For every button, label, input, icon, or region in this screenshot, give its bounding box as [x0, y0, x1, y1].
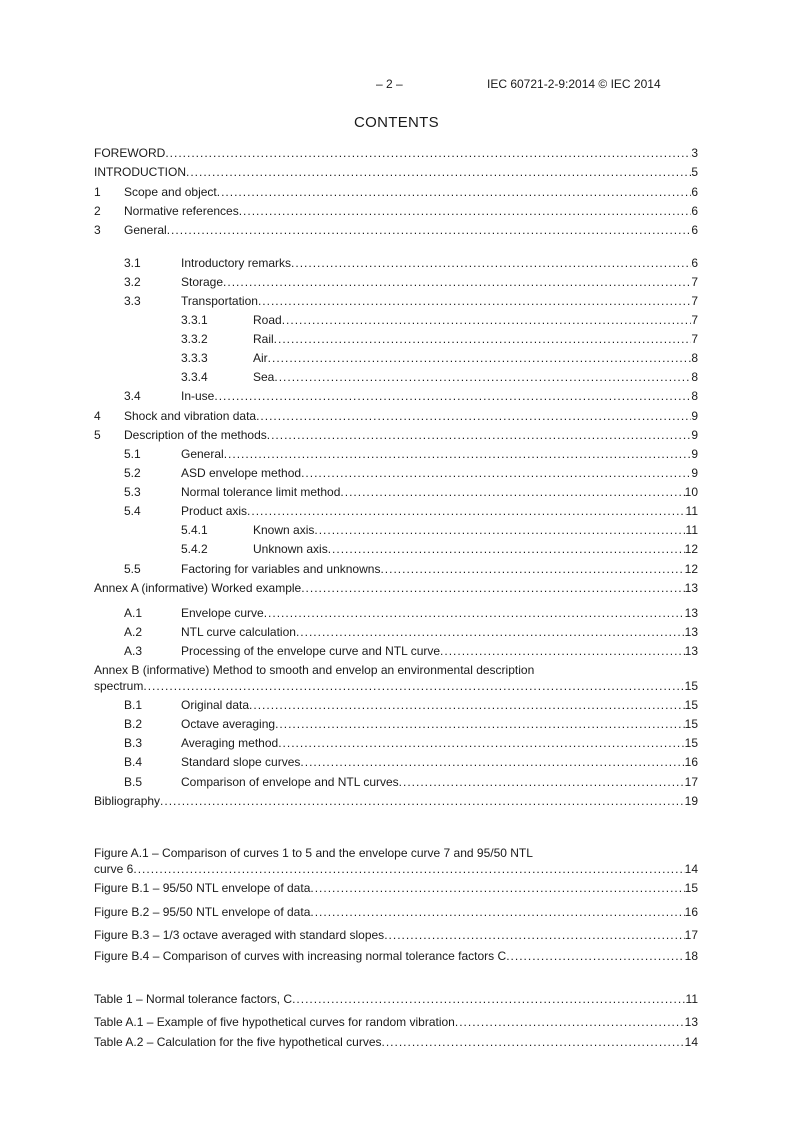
toc-title-line1: Annex B (informative) Method to smooth and envelop an environmental description: [94, 663, 535, 677]
toc-entry[interactable]: [94, 331, 698, 347]
toc-page-number: 9: [691, 447, 698, 461]
dot-leader: [256, 408, 691, 424]
figure-page-number: 16: [684, 905, 698, 919]
dot-leader: [258, 293, 691, 309]
toc-number: B.1: [124, 698, 143, 712]
dot-leader: [160, 793, 685, 809]
toc-title: Averaging method: [181, 736, 279, 750]
toc-title: INTRODUCTION: [94, 165, 186, 179]
toc-title: Product axis: [181, 504, 248, 518]
figure-title: Figure B.3 – 1/3 octave averaged with standard slopes: [94, 928, 385, 942]
toc-entry[interactable]: [94, 662, 698, 694]
dot-leader: [292, 991, 685, 1007]
table-entry[interactable]: [94, 1014, 698, 1030]
toc-page-number: 8: [691, 389, 698, 403]
toc-entry[interactable]: [94, 312, 698, 328]
dot-leader: [384, 927, 684, 943]
toc-title: Sea: [253, 370, 275, 384]
dot-leader: [223, 274, 691, 290]
toc-entry[interactable]: [94, 164, 698, 180]
dot-leader: [328, 541, 685, 557]
toc-entry[interactable]: [94, 793, 698, 809]
toc-page-number: 15: [684, 679, 698, 693]
toc-title: Original data: [181, 698, 250, 712]
toc-title: Standard slope curves: [181, 755, 301, 769]
toc-number: 5: [94, 428, 101, 442]
toc-title: Scope and object: [124, 185, 217, 199]
toc-number: 3.3.2: [181, 332, 208, 346]
toc-page-number: 12: [684, 562, 698, 576]
toc-title: Processing of the envelope curve and NTL curve: [181, 644, 441, 658]
table-entry[interactable]: [94, 991, 698, 1007]
table-title: Table A.2 – Calculation for the five hypothetical curves: [94, 1035, 382, 1049]
toc-title: NTL curve calculation: [181, 625, 296, 639]
toc-entry[interactable]: [94, 427, 698, 443]
toc-number: 5.3: [124, 485, 141, 499]
toc-page-number: 17: [684, 775, 698, 789]
toc-page-number: 5: [691, 165, 698, 179]
toc-entry[interactable]: [94, 774, 698, 790]
dot-leader: [506, 948, 684, 964]
toc-page-number: 6: [691, 223, 698, 237]
toc-page-number: 6: [691, 256, 698, 270]
table-title: Table A.1 – Example of five hypothetical curves for random vibration: [94, 1015, 455, 1029]
dot-leader: [239, 203, 692, 219]
toc-number: 5.1: [124, 447, 141, 461]
toc-entry[interactable]: [94, 408, 698, 424]
toc-number: 5.4: [124, 504, 141, 518]
toc-page-number: 7: [691, 313, 698, 327]
figure-entry[interactable]: [94, 880, 698, 896]
toc-title: Normative references: [124, 204, 239, 218]
toc-page-number: 15: [684, 736, 698, 750]
toc-entry[interactable]: [94, 754, 698, 770]
toc-page-number: 11: [685, 504, 698, 518]
table-page-number: 13: [684, 1015, 698, 1029]
toc-title: Bibliography: [94, 794, 161, 808]
figure-entry[interactable]: [94, 845, 698, 877]
toc-title: Annex A (informative) Worked example: [94, 581, 302, 595]
table-page-number: 11: [685, 992, 698, 1006]
toc-entry[interactable]: [94, 388, 698, 404]
toc-title: ASD envelope method: [181, 466, 302, 480]
toc-entry[interactable]: [94, 255, 698, 271]
toc-number: 3.3: [124, 294, 141, 308]
toc-page-number: 15: [684, 698, 698, 712]
dot-leader: [314, 522, 685, 538]
dot-leader: [382, 1034, 685, 1050]
toc-number: 3.3.1: [181, 313, 208, 327]
dot-leader: [217, 184, 692, 200]
dot-leader: [247, 503, 686, 519]
contents-title: CONTENTS: [354, 114, 439, 131]
figure-entry[interactable]: [94, 948, 698, 964]
toc-page-number: 10: [684, 485, 698, 499]
dot-leader: [264, 605, 685, 621]
toc-number: 3: [94, 223, 101, 237]
toc-entry[interactable]: [94, 561, 698, 577]
toc-number: B.4: [124, 755, 143, 769]
toc-page-number: 15: [684, 717, 698, 731]
toc-title: Storage: [181, 275, 224, 289]
toc-page-number: 9: [691, 466, 698, 480]
toc-number: 3.1: [124, 256, 141, 270]
toc-entry[interactable]: [94, 580, 698, 596]
toc-page-number: 7: [691, 332, 698, 346]
figure-page-number: 15: [684, 881, 698, 895]
toc-title: Normal tolerance limit method: [181, 485, 341, 499]
dot-leader: [268, 350, 692, 366]
figure-title: curve 6: [94, 862, 134, 876]
toc-number: 5.2: [124, 466, 141, 480]
toc-entry[interactable]: [94, 643, 698, 659]
toc-page-number: 13: [684, 644, 698, 658]
toc-title: Introductory remarks: [181, 256, 292, 270]
toc-page-number: 3: [691, 146, 698, 160]
dot-leader: [310, 904, 684, 920]
dot-leader: [133, 861, 684, 877]
toc-number: B.5: [124, 775, 143, 789]
toc-title: Envelope curve: [181, 606, 264, 620]
toc-title: Transportation: [181, 294, 258, 308]
toc-entry[interactable]: [94, 503, 698, 519]
dot-leader: [249, 697, 685, 713]
toc-page-number: 6: [691, 204, 698, 218]
toc-number: A.1: [124, 606, 143, 620]
dot-leader: [399, 774, 685, 790]
toc-entry[interactable]: [94, 465, 698, 481]
toc-number: 3.4: [124, 389, 141, 403]
dot-leader: [440, 643, 685, 659]
dot-leader: [186, 164, 691, 180]
toc-number: A.2: [124, 625, 143, 639]
figure-page-number: 17: [684, 928, 698, 942]
toc-page-number: 12: [684, 542, 698, 556]
toc-page-number: 6: [691, 185, 698, 199]
dot-leader: [274, 369, 691, 385]
toc-page-number: 7: [691, 294, 698, 308]
figure-page-number: 14: [684, 862, 698, 876]
dot-leader: [275, 716, 685, 732]
toc-entry[interactable]: [94, 184, 698, 200]
toc-entry[interactable]: [94, 735, 698, 751]
figure-entry[interactable]: [94, 904, 698, 920]
dot-leader: [300, 754, 684, 770]
toc-entry[interactable]: [94, 446, 698, 462]
figure-title-line1: Figure A.1 – Comparison of curves 1 to 5 and the envelope curve 7 and 95/50 NTL: [94, 846, 533, 860]
table-page-number: 14: [684, 1035, 698, 1049]
toc-entry[interactable]: [94, 541, 698, 557]
toc-entry[interactable]: [94, 697, 698, 713]
toc-title: Known axis: [253, 523, 315, 537]
toc-number: B.3: [124, 736, 143, 750]
figure-title: Figure B.4 – Comparison of curves with increasing normal tolerance factors C: [94, 949, 507, 963]
toc-title: Comparison of envelope and NTL curves: [181, 775, 399, 789]
figure-title: Figure B.2 – 95/50 NTL envelope of data: [94, 905, 311, 919]
toc-entry[interactable]: [94, 145, 698, 161]
figure-page-number: 18: [684, 949, 698, 963]
dot-leader: [301, 465, 691, 481]
toc-title: Rail: [253, 332, 274, 346]
toc-number: B.2: [124, 717, 143, 731]
toc-title: Shock and vibration data: [124, 409, 257, 423]
dot-leader: [214, 388, 691, 404]
toc-number: 3.3.3: [181, 351, 208, 365]
toc-page-number: 9: [691, 409, 698, 423]
toc-title: spectrum: [94, 679, 144, 693]
dot-leader: [291, 255, 691, 271]
standard-reference: IEC 60721-2-9:2014 © IEC 2014: [487, 77, 661, 91]
dot-leader: [380, 561, 684, 577]
toc-number: 4: [94, 409, 101, 423]
table-entry[interactable]: [94, 1034, 698, 1050]
toc-entry[interactable]: [94, 522, 698, 538]
toc-entry[interactable]: [94, 605, 698, 621]
toc-number: 3.3.4: [181, 370, 208, 384]
dot-leader: [274, 331, 692, 347]
toc-page-number: 11: [685, 523, 698, 537]
dot-leader: [455, 1014, 685, 1030]
toc-title: Air: [253, 351, 268, 365]
toc-number: 1: [94, 185, 101, 199]
toc-page-number: 8: [691, 370, 698, 384]
toc-page-number: 8: [691, 351, 698, 365]
toc-page-number: 7: [691, 275, 698, 289]
toc-page-number: 19: [684, 794, 698, 808]
toc-entry[interactable]: [94, 624, 698, 640]
toc-title: Description of the methods: [124, 428, 267, 442]
toc-number: A.3: [124, 644, 143, 658]
toc-entry[interactable]: [94, 350, 698, 366]
toc-title: FOREWORD: [94, 146, 166, 160]
toc-title: Factoring for variables and unknowns: [181, 562, 381, 576]
toc-title: Unknown axis: [253, 542, 328, 556]
toc-page-number: 13: [684, 581, 698, 595]
toc-entry[interactable]: [94, 222, 698, 238]
toc-entry[interactable]: [94, 293, 698, 309]
toc-entry[interactable]: [94, 274, 698, 290]
dot-leader: [296, 624, 685, 640]
toc-page-number: 13: [684, 606, 698, 620]
page-number: – 2 –: [376, 77, 403, 91]
toc-number: 2: [94, 204, 101, 218]
dot-leader: [143, 678, 684, 694]
toc-title: In-use: [181, 389, 215, 403]
dot-leader: [301, 580, 684, 596]
toc-number: 3.2: [124, 275, 141, 289]
figure-entry[interactable]: [94, 927, 698, 943]
toc-entry[interactable]: [94, 203, 698, 219]
dot-leader: [165, 145, 691, 161]
toc-number: 5.5: [124, 562, 141, 576]
toc-page-number: 9: [691, 428, 698, 442]
dot-leader: [267, 427, 692, 443]
toc-title: Octave averaging: [181, 717, 276, 731]
dot-leader: [278, 735, 684, 751]
figure-title: Figure B.1 – 95/50 NTL envelope of data: [94, 881, 311, 895]
toc-page-number: 16: [684, 755, 698, 769]
toc-entry[interactable]: [94, 716, 698, 732]
toc-number: 5.4.2: [181, 542, 208, 556]
toc-title: General: [124, 223, 167, 237]
dot-leader: [310, 880, 684, 896]
toc-number: 5.4.1: [181, 523, 208, 537]
table-title: Table 1 – Normal tolerance factors, C: [94, 992, 293, 1006]
toc-entry[interactable]: [94, 484, 698, 500]
dot-leader: [340, 484, 684, 500]
toc-title: General: [181, 447, 224, 461]
dot-leader: [224, 446, 692, 462]
dot-leader: [167, 222, 692, 238]
dot-leader: [282, 312, 692, 328]
toc-entry[interactable]: [94, 369, 698, 385]
toc-page-number: 13: [684, 625, 698, 639]
toc-title: Road: [253, 313, 282, 327]
